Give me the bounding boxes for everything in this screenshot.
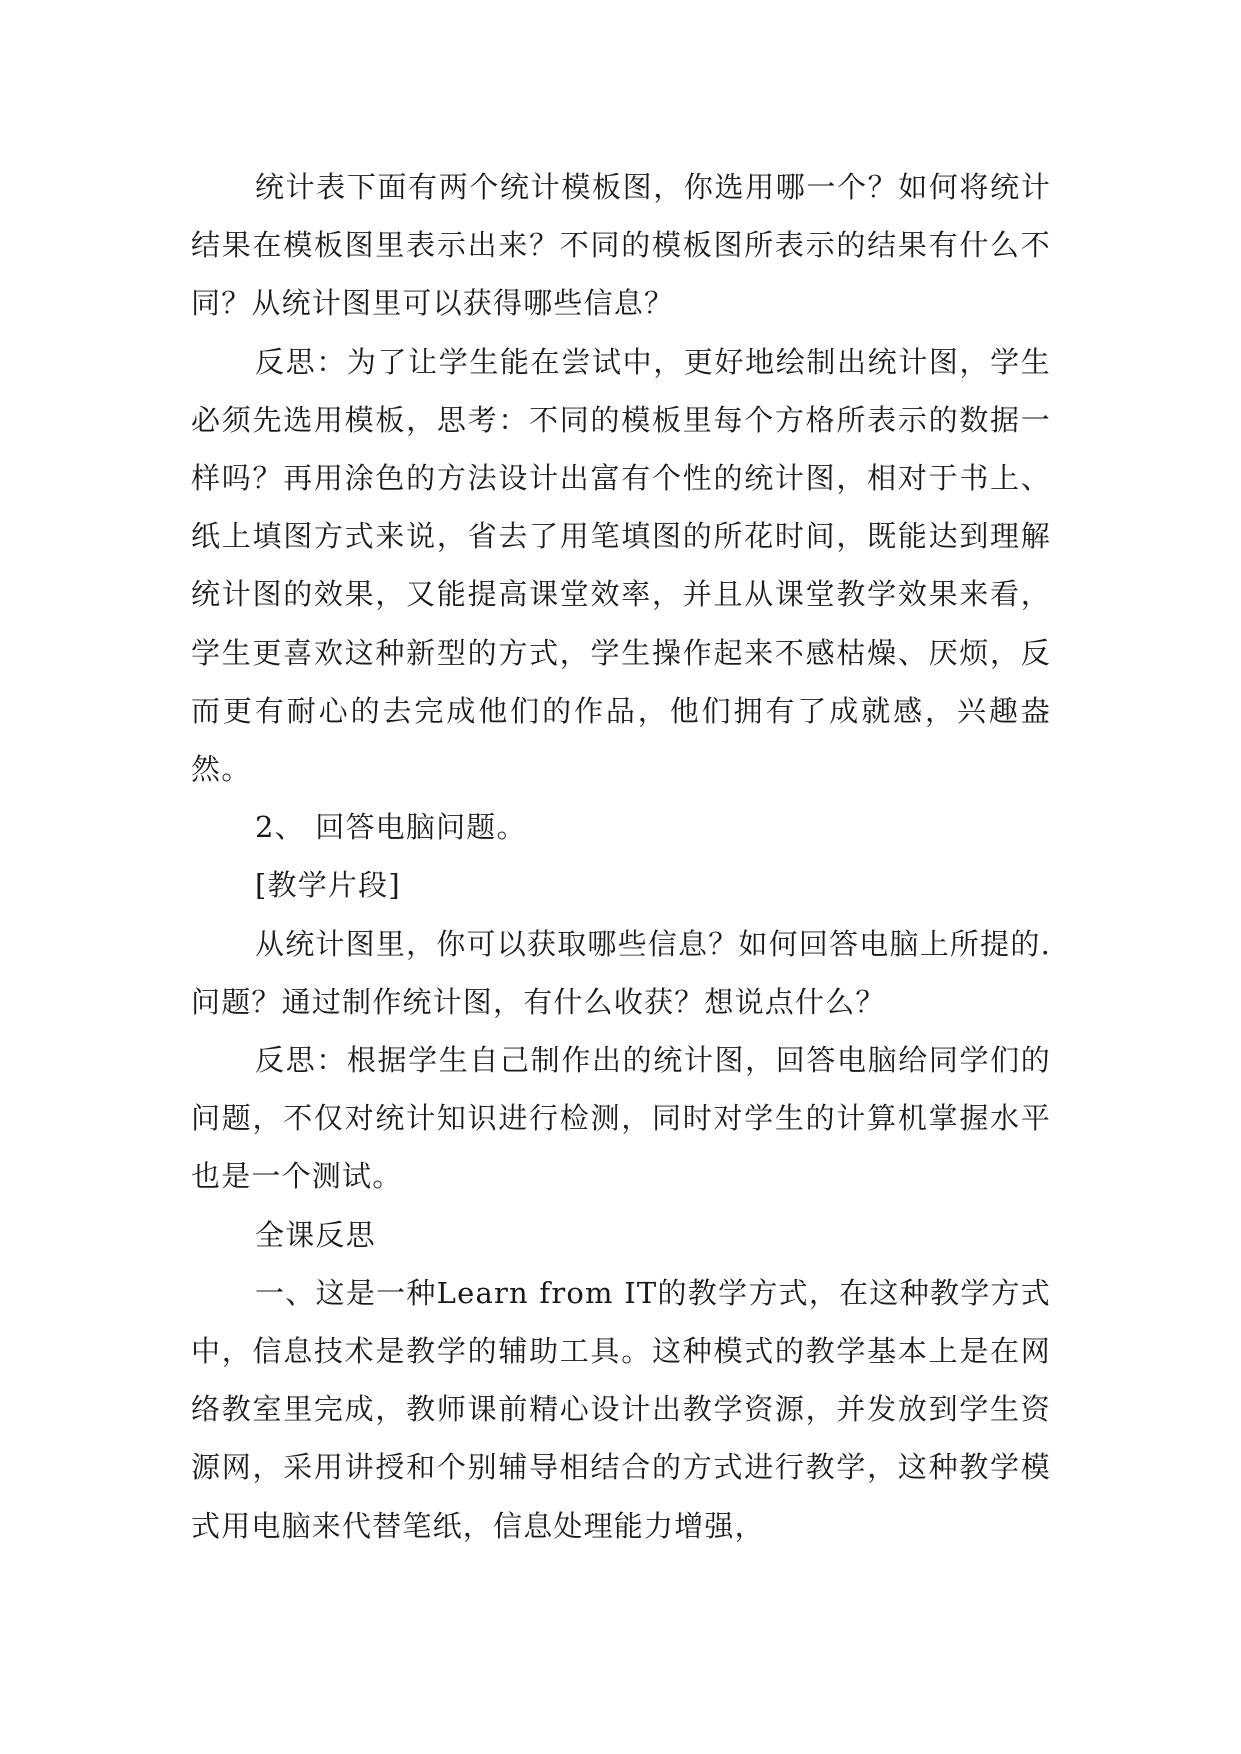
paragraph-learn-from-it: 一、这是一种Learn from IT的教学方式，在这种教学方式中，信息技术是教学的辅助工具。这种模式的教学基本上是在网络教室里完成，教师课前精心设计出教学资源，并发放到学生资源网，采用讲授和个别辅导相结合的方式进行教学，这种教学模式用电脑来代替笔纸，信息处理能力增强， bbox=[191, 1275, 1051, 1543]
paragraph-teaching-fragment-label: [教学片段] bbox=[255, 868, 401, 903]
paragraph-course-reflection-heading: 全课反思 bbox=[255, 1217, 376, 1252]
paragraph-reflection-drawing: 反思：为了让学生能在尝试中，更好地绘制出统计图，学生必须先选用模板，思考：不同的模板里每个方格所表示的数据一样吗？再用涂色的方法设计出富有个性的统计图，相对于书上、纸上填图方式来说，省去了用笔填图的所花时间，既能达到理解统计图的效果，又能提高课堂效率，并且从课堂教学效果来看，学生更喜欢这种新型的方式，学生操作起来不感枯燥、厌烦，反而更有耐心的去完成他们的作品，他们拥有了成就感，兴趣盎然。 bbox=[191, 344, 1051, 787]
paragraph-info-question: 从统计图里，你可以获取哪些信息？如何回答电脑上所提的.问题？通过制作统计图，有什么收获？想说点什么？ bbox=[191, 926, 1051, 1019]
paragraph-template-question: 统计表下面有两个统计模板图，你选用哪一个？如何将统计结果在模板图里表示出来？不同的模板图所表示的结果有什么不同？从统计图里可以获得哪些信息？ bbox=[191, 170, 1051, 321]
paragraph-section-heading-2: 2、 回答电脑问题。 bbox=[255, 810, 527, 845]
document-body bbox=[191, 158, 1051, 1555]
paragraph-reflection-answer: 反思：根据学生自己制作出的统计图，回答电脑给同学们的问题，不仅对统计知识进行检测，同时对学生的计算机掌握水平也是一个测试。 bbox=[191, 1043, 1051, 1194]
